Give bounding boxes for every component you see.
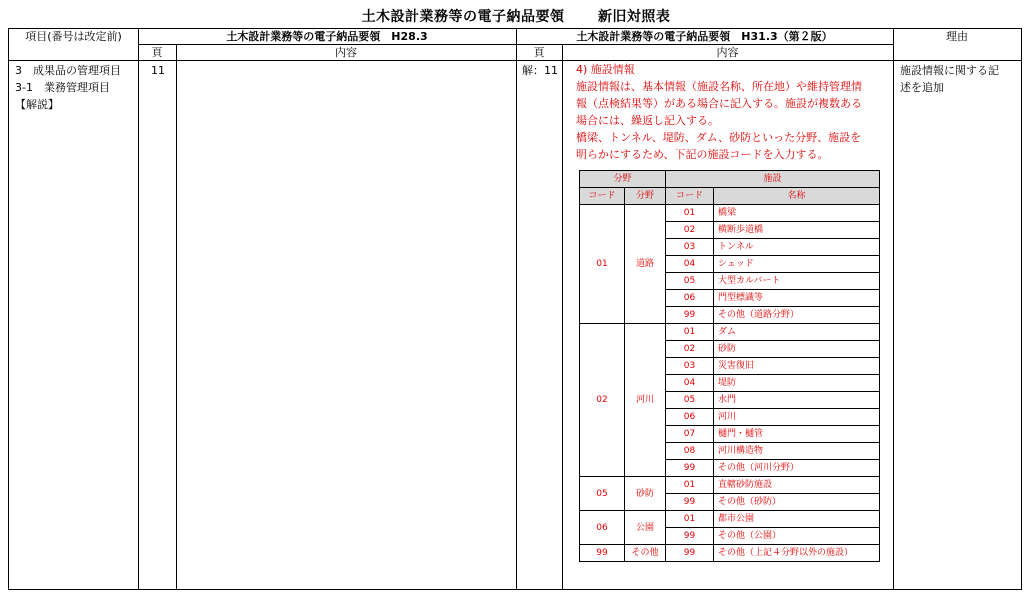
- facility-code-table: [579, 170, 880, 562]
- facility-code: 05: [666, 392, 714, 409]
- facility-code: 03: [666, 239, 714, 256]
- new-content-line: 報（点検結果等）がある場合に記入する。施設が複数ある: [576, 97, 862, 110]
- table-row: [580, 324, 880, 341]
- col-fac-code: コード: [666, 188, 714, 205]
- table-row: [580, 477, 880, 494]
- facility-name: 大型カルバート: [714, 273, 880, 290]
- header-reason: 理由: [946, 30, 968, 43]
- facility-code: 04: [666, 256, 714, 273]
- header-new-version: 土木設計業務等の電子納品要領 H31.3（第２版）: [576, 30, 833, 43]
- new-content-heading: 4) 施設情報: [576, 63, 635, 76]
- facility-code: 06: [666, 290, 714, 307]
- facility-name: 橋梁: [714, 205, 880, 222]
- field-code: 06: [580, 511, 625, 545]
- table-row: [580, 545, 880, 562]
- facility-code: 01: [666, 511, 714, 528]
- field-name: 河川: [625, 324, 666, 477]
- title-sub: 新旧対照表: [597, 9, 671, 25]
- field-name: 砂防: [625, 477, 666, 511]
- facility-header-facility: 施設: [666, 171, 880, 188]
- header-new-content: 内容: [716, 46, 739, 59]
- col-name: 名称: [714, 188, 880, 205]
- facility-name: 河川構造物: [714, 443, 880, 460]
- facility-code: 99: [666, 528, 714, 545]
- facility-code: 03: [666, 358, 714, 375]
- item-line: 【解説】: [15, 98, 59, 111]
- new-content-text: [576, 61, 894, 163]
- facility-code: 08: [666, 443, 714, 460]
- header-old-page: 頁: [151, 46, 163, 59]
- facility-name: 水門: [714, 392, 880, 409]
- item-line: 3 成果品の管理項目: [15, 64, 121, 77]
- table-row: [580, 205, 880, 222]
- facility-name: その他（上記４分野以外の施設）: [714, 545, 880, 562]
- field-name: 公園: [625, 511, 666, 545]
- title-main: 土木設計業務等の電子納品要領: [361, 9, 565, 25]
- facility-name: その他（道路分野）: [714, 307, 880, 324]
- table-row: [580, 511, 880, 528]
- facility-code: 99: [666, 545, 714, 562]
- item-line: 3-1 業務管理項目: [15, 81, 110, 94]
- field-code: 02: [580, 324, 625, 477]
- col-divider: [516, 29, 517, 589]
- new-content-line: 施設情報は、基本情報（施設名称、所在地）や維持管理情: [576, 80, 862, 93]
- col-code: コード: [580, 188, 625, 205]
- new-content-line: 場合には、繰返し記入する。: [576, 114, 719, 127]
- new-page-number: 解：11: [522, 64, 558, 77]
- field-code: 01: [580, 205, 625, 324]
- old-page-number: 11: [151, 64, 165, 77]
- facility-name: その他（砂防）: [714, 494, 880, 511]
- facility-code: 02: [666, 341, 714, 358]
- col-divider: [176, 44, 177, 589]
- header-new-page: 頁: [533, 46, 545, 59]
- header-item: 項目(番号は改定前): [25, 30, 122, 43]
- field-name: 道路: [625, 205, 666, 324]
- facility-code: 04: [666, 375, 714, 392]
- facility-name: 都市公園: [714, 511, 880, 528]
- facility-name: 樋門・樋管: [714, 426, 880, 443]
- facility-name: トンネル: [714, 239, 880, 256]
- facility-code: 01: [666, 205, 714, 222]
- facility-name: 直轄砂防施設: [714, 477, 880, 494]
- field-name: その他: [625, 545, 666, 562]
- facility-name: 砂防: [714, 341, 880, 358]
- facility-name: 河川: [714, 409, 880, 426]
- facility-name: その他（河川分野）: [714, 460, 880, 477]
- facility-code: 05: [666, 273, 714, 290]
- facility-header-field: 分野: [580, 171, 666, 188]
- header-old-content: 内容: [335, 46, 357, 59]
- new-content-line: 橋梁、トンネル、堤防、ダム、砂防といった分野、施設を: [576, 131, 862, 144]
- facility-name: ダム: [714, 324, 880, 341]
- facility-code: 01: [666, 324, 714, 341]
- col-divider: [562, 44, 563, 589]
- facility-name: 門型標識等: [714, 290, 880, 307]
- facility-name: 災害復旧: [714, 358, 880, 375]
- facility-name: シェッド: [714, 256, 880, 273]
- facility-name: その他（公園）: [714, 528, 880, 545]
- facility-name: 横断歩道橋: [714, 222, 880, 239]
- facility-code: 06: [666, 409, 714, 426]
- facility-code: 99: [666, 494, 714, 511]
- reason-line: 述を追加: [900, 81, 944, 94]
- facility-code: 07: [666, 426, 714, 443]
- facility-code: 01: [666, 477, 714, 494]
- reason-cell: [900, 62, 1020, 96]
- col-field: 分野: [625, 188, 666, 205]
- field-code: 99: [580, 545, 625, 562]
- facility-code: 02: [666, 222, 714, 239]
- page-title: [0, 6, 1032, 26]
- facility-name: 堤防: [714, 375, 880, 392]
- field-code: 05: [580, 477, 625, 511]
- header-old-version: 土木設計業務等の電子納品要領 H28.3: [226, 30, 428, 43]
- col-divider: [138, 29, 139, 589]
- new-content-line: 明らかにするため、下記の施設コードを入力する。: [576, 148, 829, 161]
- reason-line: 施設情報に関する記: [900, 64, 999, 77]
- facility-code: 99: [666, 307, 714, 324]
- facility-code: 99: [666, 460, 714, 477]
- item-cell: [15, 62, 137, 113]
